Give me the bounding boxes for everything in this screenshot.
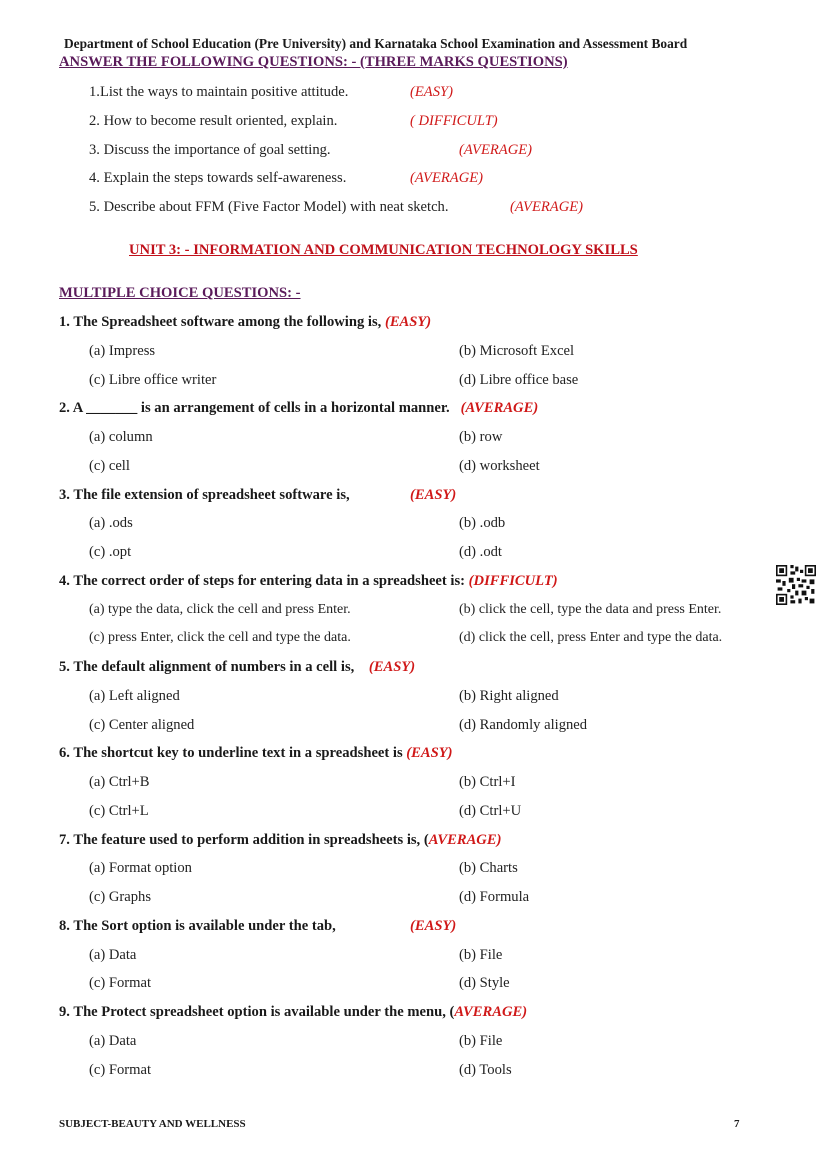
option-a: (a) .ods xyxy=(89,515,133,531)
difficulty-tag: ( DIFFICULT) xyxy=(410,113,498,129)
option-b: (b) File xyxy=(459,1033,503,1049)
option-d: (d) Ctrl+U xyxy=(459,803,522,819)
mcq-question: 1. The Spreadsheet software among the following is, (EASY) xyxy=(59,314,432,330)
difficulty-tag: AVERAGE) xyxy=(454,1004,528,1020)
difficulty-tag: (EASY) xyxy=(406,745,453,761)
short-question: 3. Discuss the importance of goal setting. xyxy=(89,142,331,158)
option-a: (a) Data xyxy=(89,1033,137,1049)
option-a: (a) Data xyxy=(89,947,137,963)
footer-subject: SUBJECT-BEAUTY AND WELLNESS xyxy=(59,1118,246,1130)
mcq-question: 8. The Sort option is available under the tab, xyxy=(59,918,336,934)
option-b: (b) Microsoft Excel xyxy=(459,343,575,359)
option-d: (d) Libre office base xyxy=(459,372,579,388)
option-d: (d) Tools xyxy=(459,1062,512,1078)
difficulty-tag: (AVERAGE) xyxy=(459,142,533,158)
option-d: (d) Randomly aligned xyxy=(459,717,588,733)
option-d: (d) worksheet xyxy=(459,458,540,474)
difficulty-tag: (EASY) xyxy=(384,314,432,330)
option-d: (d) Formula xyxy=(459,889,530,905)
option-a: (a) type the data, click the cell and press Enter. xyxy=(89,602,351,617)
short-question: 5. Describe about FFM (Five Factor Model) with neat sketch. xyxy=(89,199,449,215)
mcq-question: 6. The shortcut key to underline text in a spreadsheet is (EASY) xyxy=(59,745,453,761)
short-question: 1.List the ways to maintain positive attitude. xyxy=(89,84,349,100)
option-c: (c) .opt xyxy=(89,544,132,560)
difficulty-tag: (AVERAGE) xyxy=(510,199,584,215)
option-d: (d) click the cell, press Enter and type the data. xyxy=(459,630,723,645)
mcq-question: 7. The feature used to perform addition in spreadsheets is, (AVERAGE) xyxy=(59,832,502,848)
option-b: (b) row xyxy=(459,429,503,445)
option-a: (a) Ctrl+B xyxy=(89,774,150,790)
short-question: 4. Explain the steps towards self-awareness. xyxy=(89,170,347,186)
option-b: (b) File xyxy=(459,947,503,963)
qr-code-icon xyxy=(776,565,816,605)
mcq-question: 9. The Protect spreadsheet option is available under the menu, (AVERAGE) xyxy=(59,1004,528,1020)
difficulty-tag: (AVERAGE) xyxy=(410,170,484,186)
option-a: (a) Impress xyxy=(89,343,156,359)
difficulty-tag: (AVERAGE) xyxy=(460,400,539,416)
option-a: (a) column xyxy=(89,429,153,445)
unit-title: UNIT 3: - INFORMATION AND COMMUNICATION TECHNOLOGY SKILLS xyxy=(129,242,638,258)
difficulty-tag: (EASY) xyxy=(368,659,416,675)
difficulty-tag: (EASY) xyxy=(410,487,457,503)
difficulty-tag: (EASY) xyxy=(410,918,457,934)
option-d: (d) Style xyxy=(459,975,510,991)
board-header: Department of School Education (Pre University) and Karnataka School Examination and Assessment Board xyxy=(64,36,688,51)
page-number: 7 xyxy=(734,1118,740,1130)
option-c: (c) Libre office writer xyxy=(89,372,217,388)
three-marks-heading: ANSWER THE FOLLOWING QUESTIONS: - (THREE MARKS QUESTIONS) xyxy=(59,54,568,70)
short-question: 2. How to become result oriented, explain. xyxy=(89,113,338,129)
mcq-question: 4. The correct order of steps for entering data in a spreadsheet is: (DIFFICULT) xyxy=(59,573,558,589)
difficulty-tag: (DIFFICULT) xyxy=(468,573,558,589)
difficulty-tag: (EASY) xyxy=(410,84,453,100)
option-c: (c) cell xyxy=(89,458,130,474)
option-c: (c) press Enter, click the cell and type the data. xyxy=(89,630,351,645)
option-c: (c) Format xyxy=(89,975,152,991)
mcq-question: 2. A _______ is an arrangement of cells in a horizontal manner. (AVERAGE) xyxy=(59,400,539,416)
option-b: (b) Ctrl+I xyxy=(459,774,516,790)
option-d: (d) .odt xyxy=(459,544,502,560)
option-a: (a) Format option xyxy=(89,860,192,876)
option-b: (b) click the cell, type the data and press Enter. xyxy=(459,602,722,617)
option-c: (c) Center aligned xyxy=(89,717,195,733)
difficulty-tag: AVERAGE) xyxy=(428,832,502,848)
mcq-question: 3. The file extension of spreadsheet software is, xyxy=(59,487,350,503)
mcq-question: 5. The default alignment of numbers in a cell is, (EASY) xyxy=(59,659,416,675)
option-c: (c) Graphs xyxy=(89,889,151,905)
option-c: (c) Ctrl+L xyxy=(89,803,149,819)
option-b: (b) Right aligned xyxy=(459,688,559,704)
option-a: (a) Left aligned xyxy=(89,688,180,704)
mcq-heading: MULTIPLE CHOICE QUESTIONS: - xyxy=(59,285,301,301)
option-b: (b) .odb xyxy=(459,515,506,531)
option-b: (b) Charts xyxy=(459,860,518,876)
option-c: (c) Format xyxy=(89,1062,152,1078)
